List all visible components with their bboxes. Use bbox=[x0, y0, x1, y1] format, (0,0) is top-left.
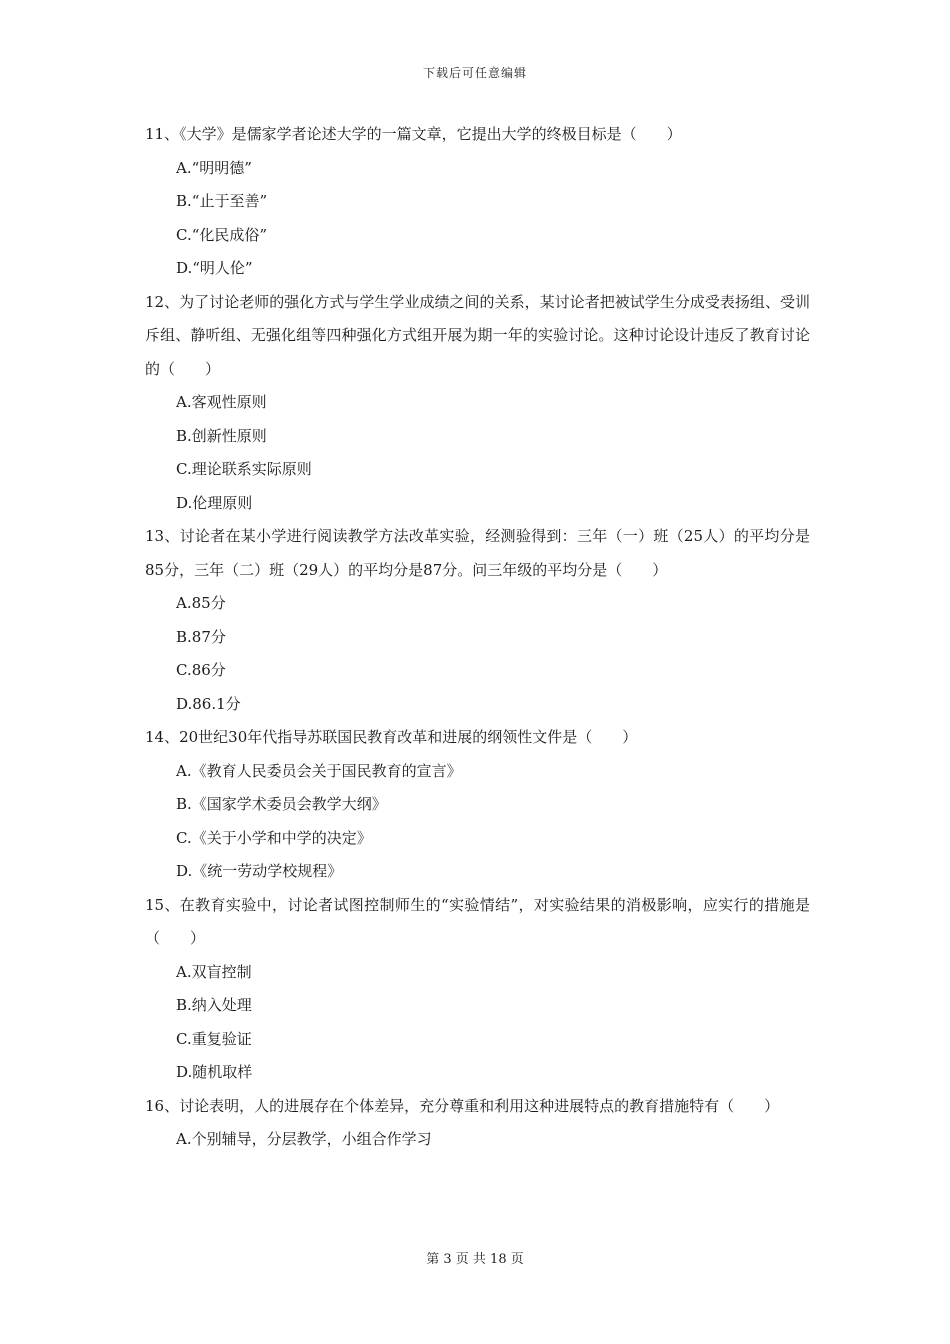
option-d: D.86.1分 bbox=[176, 694, 241, 713]
option-a: A.“明明德” bbox=[176, 158, 252, 177]
option-a: A.《教育人民委员会关于国民教育的宣言》 bbox=[176, 761, 462, 780]
question-stem: 12、为了讨论老师的强化方式与学生学业成绩之间的关系，某讨论者把被试学生分成受表扬组、受训斥组、静听组、无强化组等四种强化方式组开展为期一年的实验讨论。这种讨论设计违反了教育讨论的（ ） bbox=[145, 292, 810, 378]
option-d: D.《统一劳动学校规程》 bbox=[176, 862, 343, 880]
option-a: A.85分 bbox=[176, 594, 226, 612]
option-b: B.《国家学术委员会教学大纲》 bbox=[176, 795, 387, 813]
question-12 bbox=[145, 286, 810, 521]
option-a: A.双盲控制 bbox=[176, 962, 252, 981]
question-14 bbox=[145, 721, 810, 889]
option-d: D.“明人伦” bbox=[176, 259, 253, 277]
option-a: A.客观性原则 bbox=[176, 393, 267, 411]
question-stem: 14、20世纪30年代指导苏联国民教育改革和进展的纲领性文件是（ ） bbox=[145, 728, 638, 746]
option-c: C.86分 bbox=[176, 661, 226, 679]
question-16 bbox=[145, 1090, 810, 1157]
question-11 bbox=[145, 118, 810, 286]
option-c: C.《关于小学和中学的决定》 bbox=[176, 828, 372, 847]
question-stem: 15、在教育实验中，讨论者试图控制师生的“实验情结”，对实验结果的消极影响，应实行的措施是（ ） bbox=[145, 895, 810, 947]
option-d: D.随机取样 bbox=[176, 1063, 253, 1081]
question-stem: 16、讨论表明，人的进展存在个体差异，充分尊重和利用这种进展特点的教育措施特有（ ） bbox=[145, 1096, 780, 1115]
option-d: D.伦理原则 bbox=[176, 493, 253, 512]
question-stem: 13、讨论者在某小学进行阅读教学方法改革实验，经测验得到：三年（一）班（25人）的平均分是85分，三年（二）班（29人）的平均分是87分。问三年级的平均分是（ ） bbox=[145, 527, 810, 579]
option-b: B.87分 bbox=[176, 627, 226, 646]
page-header: 下载后可任意编辑 bbox=[422, 66, 527, 80]
option-b: B.纳入处理 bbox=[176, 996, 252, 1014]
option-c: C.重复验证 bbox=[176, 1029, 252, 1048]
option-b: B.“止于至善” bbox=[176, 192, 268, 210]
question-stem: 11、《大学》是儒家学者论述大学的一篇文章，它提出大学的终极目标是（ ） bbox=[145, 125, 682, 143]
option-c: C.理论联系实际原则 bbox=[176, 460, 312, 478]
page-footer: 第 3 页 共 18 页 bbox=[426, 1252, 524, 1267]
option-c: C.“化民成俗” bbox=[176, 225, 268, 244]
question-15 bbox=[145, 889, 810, 1090]
question-13 bbox=[145, 520, 810, 721]
question-list bbox=[145, 118, 810, 1157]
option-b: B.创新性原则 bbox=[176, 426, 267, 445]
option-a: A.个别辅导，分层教学，小组合作学习 bbox=[176, 1130, 432, 1148]
